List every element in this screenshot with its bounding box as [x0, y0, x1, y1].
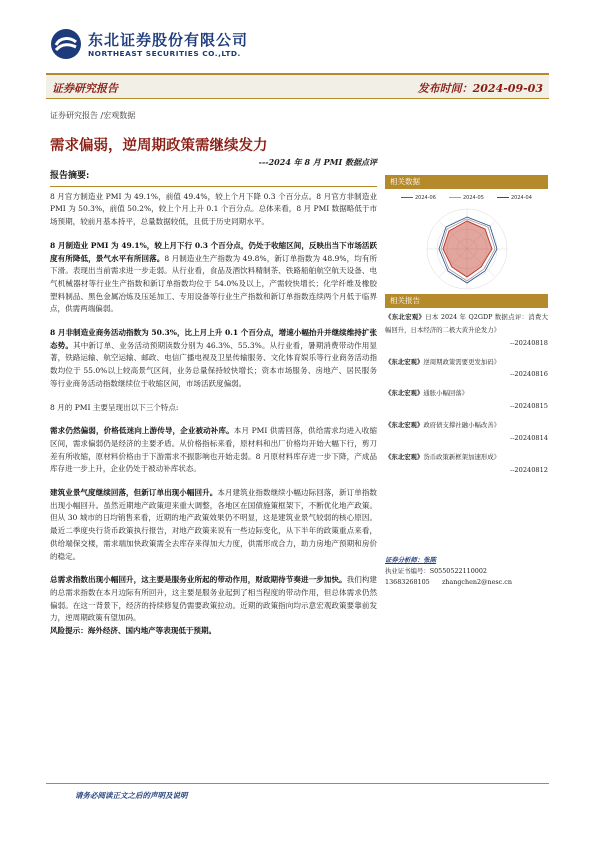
summary-paragraph-5	[50, 425, 377, 476]
paragraph-2-body: 8 月制造业生产指数为 49.8%，新订单指数为 48.9%，均有所下滑。表现出当前需求进一步走弱。从行业看，食品及酒饮料精制茶、铁路船舶航空航天设备、电气机械器材等行业生产指数和新订单指数均位于 54.0%及以上，产需较快增长；化学纤维及橡胶塑料制品、黑色金属冶炼及压延加工、专用设备等行业生产指数和新订单指数连续两个月低于临界点，供需两端偏弱。	[50, 253, 377, 314]
related-report-date: --20240815	[509, 402, 548, 411]
legend-item: 2024-04	[497, 195, 532, 201]
report-band	[46, 73, 549, 99]
analyst-label: 证券分析师：	[385, 556, 424, 564]
risk-text: 海外经济、国内地产等表现低于预期。	[87, 626, 217, 636]
related-reports-list	[385, 308, 548, 476]
related-report-date: --20240818	[509, 338, 548, 347]
footer-disclaimer: 请务必阅读正文之后的声明及说明	[75, 791, 188, 800]
paragraph-7-lead: 总需求指数出现小幅回升，这主要是服务业所起的带动作用，财政期待节奏进一步加快。	[50, 575, 347, 585]
summary-paragraph-1: 8 月官方制造业 PMI 为 49.1%，前值 49.4%，较上个月下降 0.3 个百分点。8 月官方非制造业 PMI 为 50.3%，前值 50.2%，较上个月上升 0.1 个百分点。总体来看，8 月 PMI 数据略低于市场预期，较前月基本持平，总量数据较低，且低于历史同期水平。	[50, 191, 377, 227]
summary-paragraph-3	[50, 327, 377, 391]
paragraph-3-lead: 8 月非制造业商务活动指数为 50.3%，比上月上升 0.1 个百分点，增速小幅抬升并继续维持扩张态势。	[50, 328, 377, 350]
page-subtitle: ---2024 年 8 月 PMI 数据点评	[258, 157, 377, 167]
publish-date: 发布时间：2024-09-03	[417, 82, 543, 95]
related-report-date: --20240814	[509, 433, 548, 442]
related-data-heading: 相关数据	[385, 175, 548, 189]
radar-chart	[385, 189, 548, 294]
risk-label: 风险提示：	[50, 626, 88, 636]
paragraph-5-body: 本月 PMI 供需回落，供给需求均进入收缩区间，需求偏弱仍是经济的主要矛盾。从价格指标来看，原材料和出厂价格均开始大幅下行，剪刀差有所收缩，原材料价格由于下游需求不振影响也开始走弱。8 月原材料库存进一步下降，产成品库存进一步上升，企业仍处于被动补库状态。	[50, 426, 377, 474]
analyst-license: 执业证书编号：S0550522110002	[385, 567, 487, 575]
related-report-date: --20240812	[509, 465, 548, 474]
breadcrumb: 证券研究报告 /宏观数据	[50, 111, 136, 120]
report-body	[50, 170, 377, 638]
paragraph-6-body: 本月建筑业指数继续小幅边际回落，新订单指数出现小幅回升。虽然近期地产政策迎来重大调整，各地区在国债施策框架下，不断优化地产政策。但从 30 城市的日均销售来看，近期的地产政策效果仍不明显，这是建筑业景气较弱的核心原因。最近二季度央行货币政策执行报告，对地产政策来说有一些边际变化，从下半年的政策重点来看，供给端保交楼，需求端加快政策需全去库存来得加大力度，供需形成合力，助力房地产预期和房价的稳定。	[50, 488, 377, 561]
related-report-link[interactable]: 《东北宏观》货币政策新框架加速形成》	[385, 452, 501, 461]
related-reports-heading: 相关报告	[385, 294, 548, 308]
related-report-link[interactable]: 《东北宏观》通胀小幅回落》	[385, 389, 469, 398]
sidebar	[385, 175, 548, 483]
related-report-link[interactable]: 《东北宏观》日本 2024 年 Q2GDP 数据点评：消费大幅回升，日本经济的二极大黄升论发力》	[385, 313, 548, 334]
legend-item: 2024-05	[449, 195, 484, 201]
paragraph-2-lead: 8 月制造业 PMI 为 49.1%，较上月下行 0.3 个百分点，仍处于收缩区间，反映出当下市场活跃度有所降低，景气水平有所回落。	[50, 240, 377, 263]
company-logo-icon	[50, 28, 82, 60]
summary-paragraph-7	[50, 574, 377, 625]
analyst-email[interactable]: zhangchen2@nesc.cn	[441, 578, 512, 586]
related-report-link[interactable]: 《东北宏观》逆周期政策需要更发加码》	[385, 357, 501, 366]
analyst-info	[385, 555, 548, 588]
paragraph-7-body: 我们构建的总需求指数在本月边际有所回升，这主要是服务业起到了相当程度的带动作用，但总体需求仍然偏弱。在这一背景下，经济的持续修复仍需要政策拉动。近期的政策指向均示意宏观政策要靠前发力，逆周期政策有望加码。	[50, 575, 377, 623]
analyst-name: 张陈	[423, 556, 437, 564]
analyst-contact	[385, 577, 548, 588]
summary-paragraph-2	[50, 240, 377, 316]
legend-item: 2024-06	[401, 195, 436, 201]
report-type-label: 证券研究报告	[52, 82, 118, 95]
paragraph-6-lead: 建筑业景气度继续回落，但新订单出现小幅回升。	[50, 488, 218, 498]
paragraph-5-lead: 需求仍然偏弱，价格低迷向上游传导，企业被动补库。	[50, 426, 234, 436]
summary-heading: 报告摘要:	[50, 170, 377, 187]
summary-paragraph-6	[50, 487, 377, 563]
summary-paragraph-4: 8 月的 PMI 主要呈现出以下三个特点:	[50, 402, 179, 412]
risk-warning	[50, 625, 377, 638]
related-report-link[interactable]: 《东北宏观》政府债支撑社融小幅改善》	[385, 421, 501, 430]
company-name-cn: 东北证券股份有限公司	[88, 31, 249, 49]
related-data-chart	[385, 189, 548, 294]
company-name-en: NORTHEAST SECURITIES CO.,LTD.	[88, 49, 241, 58]
page-title: 需求偏弱，逆周期政策需继续发力	[50, 137, 268, 154]
page-header	[50, 22, 545, 62]
footer-divider	[46, 783, 549, 784]
analyst-line	[385, 555, 548, 566]
analyst-phone: 13683268105	[385, 578, 430, 586]
related-report-date: --20240816	[509, 370, 548, 379]
paragraph-3-body: 其中新订单、业务活动预期读数分别为 46.3%、55.3%。从行业看，暑期消费带动作用显著，铁路运输、航空运输、邮政、电信广播电视及卫星传输服务、文化体育娱乐等行业商务活动指数均位于 55.0%以上较高景气区间，业务总量保持较快增长；资本市场服务、房地产、居民服务等行业商务活动指数继续位于收缩区间，市场活跃度偏弱。	[50, 340, 377, 388]
